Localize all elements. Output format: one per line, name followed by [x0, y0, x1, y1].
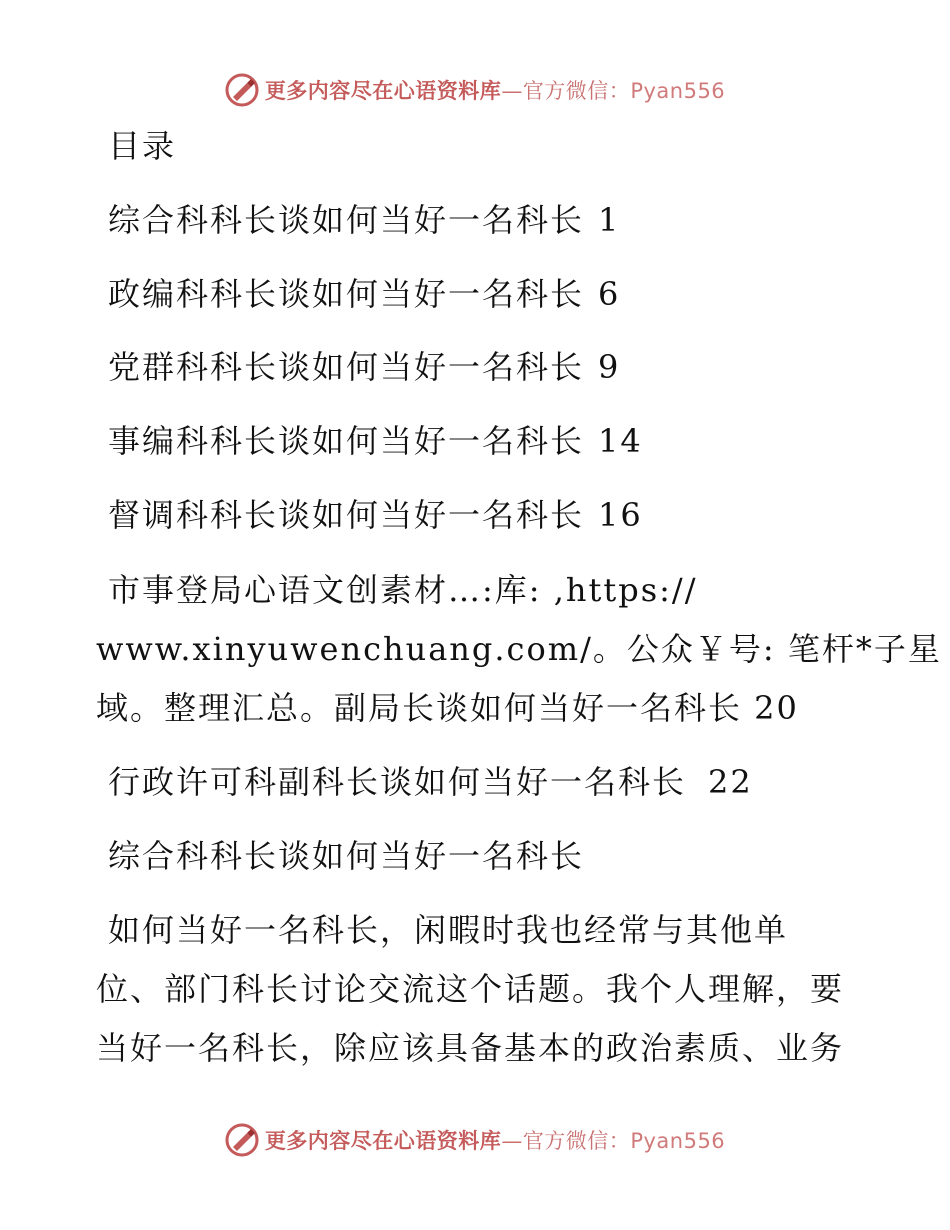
footer-banner — [0, 1120, 950, 1160]
banner-site-text: 更多内容尽在心语资料库 — [264, 1129, 502, 1153]
toc-watermark-line: 域。整理汇总。副局长谈如何当好一名科长 20 — [96, 689, 799, 727]
toc-item[interactable] — [108, 495, 643, 535]
toc-item-title: 督调科科长谈如何当好一名科长 — [108, 496, 585, 534]
toc-item-page: 9 — [598, 348, 621, 386]
toc-item[interactable] — [108, 762, 753, 802]
toc-item-page: 16 — [598, 496, 643, 534]
header-banner — [0, 70, 950, 110]
pen-logo-icon — [225, 1123, 259, 1157]
paragraph-line: 如何当好一名科长，闲暇时我也经常与其他单 — [108, 911, 789, 949]
toc-item[interactable] — [108, 421, 643, 461]
toc-item-title: 党群科科长谈如何当好一名科长 — [108, 348, 585, 386]
toc-item[interactable] — [108, 200, 620, 240]
banner-account-label: 官方微信： — [522, 1129, 631, 1153]
toc-item-title: 事编科科长谈如何当好一名科长 — [108, 422, 585, 460]
banner-text — [265, 75, 725, 105]
toc-item-page: 14 — [598, 422, 643, 460]
toc-item[interactable] — [108, 274, 620, 314]
toc-item-title: 行政许可科副科长谈如何当好一名科长 — [108, 763, 687, 801]
toc-item-title: 政编科科长谈如何当好一名科长 — [108, 275, 585, 313]
section-title: 综合科科长谈如何当好一名科长 — [108, 837, 585, 875]
banner-dash: — — [501, 79, 523, 103]
banner-account-id: Pyan556 — [630, 79, 726, 103]
toc-watermark-line: 市事登局心语文创素材…:库: ,https:// — [108, 571, 698, 609]
banner-site-text: 更多内容尽在心语资料库 — [264, 79, 502, 103]
toc-item-page: 22 — [708, 763, 753, 801]
banner-text — [265, 1125, 725, 1155]
toc-item[interactable] — [108, 347, 620, 387]
toc-item-title: 综合科科长谈如何当好一名科长 — [108, 201, 585, 239]
toc-item-page: 1 — [598, 201, 621, 239]
pen-logo-icon — [225, 73, 259, 107]
toc-item-page: 6 — [598, 275, 621, 313]
banner-account-label: 官方微信： — [522, 79, 631, 103]
banner-dash: — — [501, 1129, 523, 1153]
toc-heading: 目录 — [108, 127, 177, 165]
toc-watermark-line: www.xinyuwenchuang.com/。公众￥号: 笔杆*子星 — [96, 630, 942, 668]
banner-account-id: Pyan556 — [630, 1129, 726, 1153]
paragraph-line: 当好一名科长，除应该具备基本的政治素质、业务 — [96, 1029, 845, 1067]
paragraph-line: 位、部门科长讨论交流这个话题。我个人理解，要 — [96, 970, 845, 1008]
